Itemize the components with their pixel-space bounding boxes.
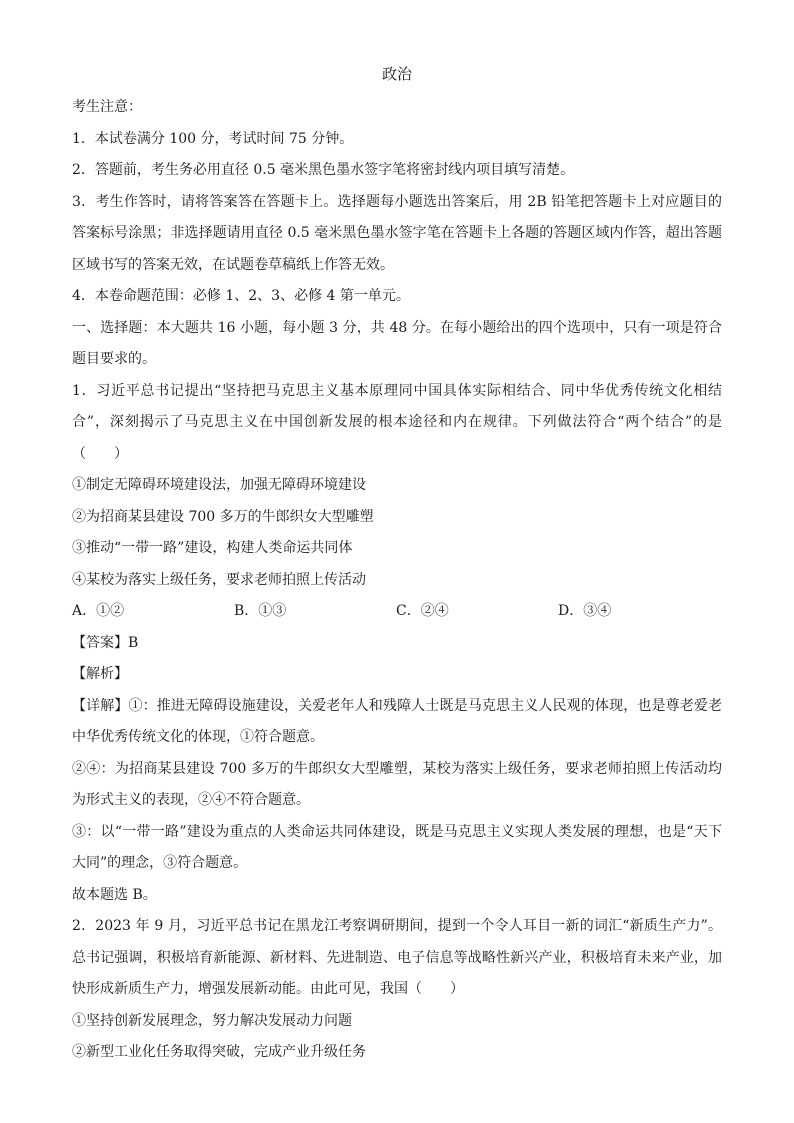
option-d: D．③④ [558, 603, 612, 619]
question-1-options [72, 596, 722, 628]
question-1-stem: 1．习近平总书记提出“坚持把马克思主义基本原理同中国具体实际相结合、同中华优秀传统文化相结合”，深刻揭示了马克思主义在中国创新发展的根本途径和内在规律。下列做法符合“两个结合”的是（ ） [72, 382, 722, 462]
analysis-conclusion: 故本题选 B。 [72, 886, 157, 903]
answer-label: 【答案】B [72, 634, 139, 651]
option-b: B．①③ [234, 603, 287, 619]
question-2-item-1: ①坚持创新发展理念，努力解决发展动力问题 [72, 1012, 352, 1029]
section-heading: 一、选择题：本大题共 16 小题，每小题 3 分，共 48 分。在每小题给出的四个选项中，只有一项是符合题目要求的。 [72, 319, 722, 367]
notice-1: 1．本试卷满分 100 分，考试时间 75 分钟。 [72, 130, 354, 147]
option-a: A．①② [72, 603, 125, 619]
analysis-detail-3: ③：以“一带一路”建设为重点的人类命运共同体建设，既是马克思主义实现人类发展的理想，也是“天下大同”的理念，③符合题意。 [72, 823, 722, 871]
analysis-label: 【解析】 [72, 666, 128, 682]
option-c: C．②④ [396, 603, 449, 619]
notice-2: 2．答题前，考生务必用直径 0.5 毫米黑色墨水签字笔将密封线内项目填写清楚。 [72, 162, 575, 178]
notice-heading: 考生注意： [72, 99, 142, 115]
question-1-item-3: ③推动“一带一路”建设，构建人类命运共同体 [72, 540, 353, 556]
question-1-item-1: ①制定无障碍环境建设法，加强无障碍环境建设 [72, 477, 366, 493]
question-1-item-2: ②为招商某县建设 700 多万的牛郎织女大型雕塑 [72, 508, 374, 525]
notice-4: 4．本卷命题范围：必修 1、2、3、必修 4 第一单元。 [72, 288, 410, 304]
analysis-detail-1: 【详解】①：推进无障碍设施建设，关爱老年人和残障人士既是马克思主义人民观的体现，也是尊老爱老中华优秀传统文化的体现，①符合题意。 [72, 697, 722, 745]
question-2-stem: 2．2023 年 9 月，习近平总书记在黑龙江考察调研期间，提到一个令人耳目一新的词汇“新质生产力”。总书记强调，积极培育新能源、新材料、先进制造、电子信息等战略性新兴产业，积极培育未来产业，加快形成新质生产力，增强发展新动能。由此可见，我国（ ） [72, 918, 722, 997]
document-page [72, 62, 722, 1069]
question-1-item-4: ④某校为落实上级任务，要求老师拍照上传活动 [72, 571, 366, 588]
document-title: 政治 [381, 65, 412, 83]
notice-3: 3．考生作答时，请将答案答在答题卡上。选择题每小题选出答案后，用 2B 铅笔把答题卡上对应题目的答案标号涂黑；非选择题请用直径 0.5 毫米黑色墨水签字笔在答题卡上各题的答题区域内作答，超出答题区域书写的答案无效，在试题卷草稿纸上作答无效。 [72, 193, 722, 273]
question-2-item-2: ②新型工业化任务取得突破，完成产业升级任务 [72, 1044, 366, 1060]
analysis-detail-2: ②④：为招商某县建设 700 多万的牛郎织女大型雕塑，某校为落实上级任务，要求老师拍照上传活动均为形式主义的表现，②④不符合题意。 [72, 760, 722, 808]
